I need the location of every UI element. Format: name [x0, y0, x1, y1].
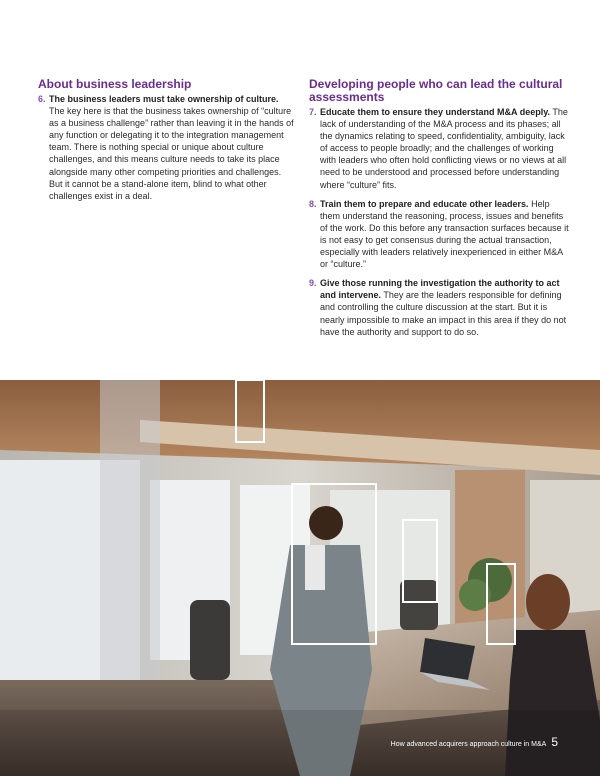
- page-footer: [391, 735, 558, 749]
- list-item-9: [309, 277, 571, 337]
- office-meeting-photo: [0, 380, 600, 776]
- item-body: Help them understand the reasoning, process, issues and benefits of the work. Do this before any transaction surfaces because it is not easy to get consensus during the actual transaction, especially with leaders relatively inexperienced in either M&A or “culture.”: [320, 198, 569, 270]
- item-lead: Educate them to ensure they understand M&A deeply.: [320, 107, 551, 117]
- item-number: 6.: [38, 94, 46, 104]
- list-item-7: [309, 106, 571, 191]
- footer-title: How advanced acquirers approach culture in M&A: [390, 741, 547, 748]
- list-item-8: [309, 198, 571, 271]
- item-body: The key here is that the business takes ownership of “culture as a business challenge” rather than leaving it in the hands of any function or delegating it to the integration management team. There is nothing special or unique about culture challenges, and this means culture needs to take its place alongside many other competing priorities and challenges. But it cannot be a stand-alone item, blind to what other challenges exist in a deal.: [49, 106, 294, 201]
- section-heading-developing-people: Developing people who can lead the cultural assessments: [309, 77, 563, 104]
- item-number: 9.: [309, 278, 317, 289]
- item-lead: Give those running the investigation the authority to act and intervene.: [320, 278, 560, 301]
- left-column: [38, 78, 294, 209]
- list-item-6: [38, 93, 294, 202]
- right-column: [309, 78, 571, 345]
- section-heading-business-leadership: About business leadership: [38, 77, 192, 91]
- item-number: 8.: [309, 198, 317, 209]
- item-body: They are the leaders responsible for defining and controlling the culture discussion at the start. But it is nearly impossible to make an impact in this area if they do not have the authority and support to do so.: [320, 290, 567, 337]
- item-body: The lack of understanding of the M&A process and its phases; all the dynamics relating to speed, confidentiality, ambiguity, lack of access to people broadly; and the challenges of working with leaders who often hold conflicting views or no views at all need to be understood and processed before understanding where “culture” fits.: [320, 107, 568, 190]
- photo-illustration: [0, 380, 600, 776]
- item-lead: Train them to prepare and educate other leaders.: [320, 198, 529, 209]
- page-number: 5: [551, 735, 558, 749]
- item-lead: The business leaders must take ownership of culture.: [49, 94, 279, 104]
- item-number: 7.: [309, 107, 317, 117]
